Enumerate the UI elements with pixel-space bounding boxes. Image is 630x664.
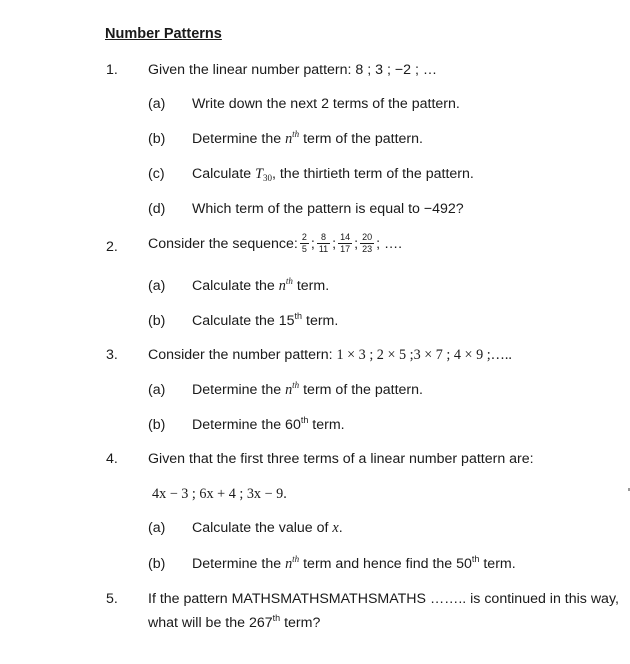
q4b-text: Determine the $n^{th}$ term and hence find the 50th term. (192, 554, 516, 572)
q1a-label: (a) (148, 96, 166, 112)
question-number-2: 2. (106, 239, 118, 255)
q1b-label: (b) (148, 131, 166, 147)
q1c-label: (c) (148, 166, 165, 182)
q3a-text: Determine the $n^{th}$ term of the pattern. (192, 380, 423, 398)
q1d-text: Which term of the pattern is equal to −492? (192, 201, 464, 217)
q4a-label: (a) (148, 520, 166, 536)
q3b-label: (b) (148, 417, 166, 433)
q3a-label: (a) (148, 382, 166, 398)
q3b-text: Determine the 60th term. (192, 415, 345, 433)
q2a-label: (a) (148, 278, 166, 294)
question-5-line-2: what will be the 267th term? (148, 613, 321, 631)
q2b-label: (b) (148, 313, 166, 329)
question-4-text: Given that the first three terms of a linear number pattern are: (148, 451, 534, 467)
page-title: Number Patterns (105, 26, 222, 42)
question-number-5: 5. (106, 591, 118, 607)
q4-expression: 4x − 3 ; 6x + 4 ; 3x − 9. (152, 486, 287, 502)
q4a-text: Calculate the value of x. (192, 520, 343, 536)
q1a-text: Write down the next 2 terms of the pattern. (192, 96, 460, 112)
q4b-label: (b) (148, 556, 166, 572)
fraction-3: $\frac{14}{17}$ (340, 232, 351, 254)
q1d-label: (d) (148, 201, 166, 217)
question-5-line-1: If the pattern MATHSMATHSMATHSMATHS …….. is continued in this way, (148, 591, 619, 607)
fraction-4: $\frac{20}{23}$ (362, 232, 373, 254)
question-2-text: Consider the sequence: $\frac{2}{5}$ ; $\frac{8}{11}$ ; $\frac{14}{17}$ ; $\frac{20}{23}$ ; …. (148, 232, 403, 254)
question-number-3: 3. (106, 347, 118, 363)
question-number-4: 4. (106, 451, 118, 467)
fraction-2: $\frac{8}{11}$ (318, 232, 329, 254)
q2a-text: Calculate the $n^{th}$ term. (192, 276, 330, 294)
fraction-1: $\frac{2}{5}$ (301, 232, 307, 254)
q1b-text: Determine the $n^{th}$ term of the pattern. (192, 129, 423, 147)
question-1-text: Given the linear number pattern: 8 ; 3 ; −2 ; … (148, 62, 438, 78)
q2b-text: Calculate the 15th term. (192, 311, 339, 329)
question-3-text: Consider the number pattern: 1 × 3 ; 2 × 5 ;3 × 7 ; 4 × 9 ;….. (148, 347, 512, 363)
q1c-text: Calculate $T_{30}$, the thirtieth term of the pattern. (192, 166, 474, 183)
question-number-1: 1. (106, 62, 118, 78)
